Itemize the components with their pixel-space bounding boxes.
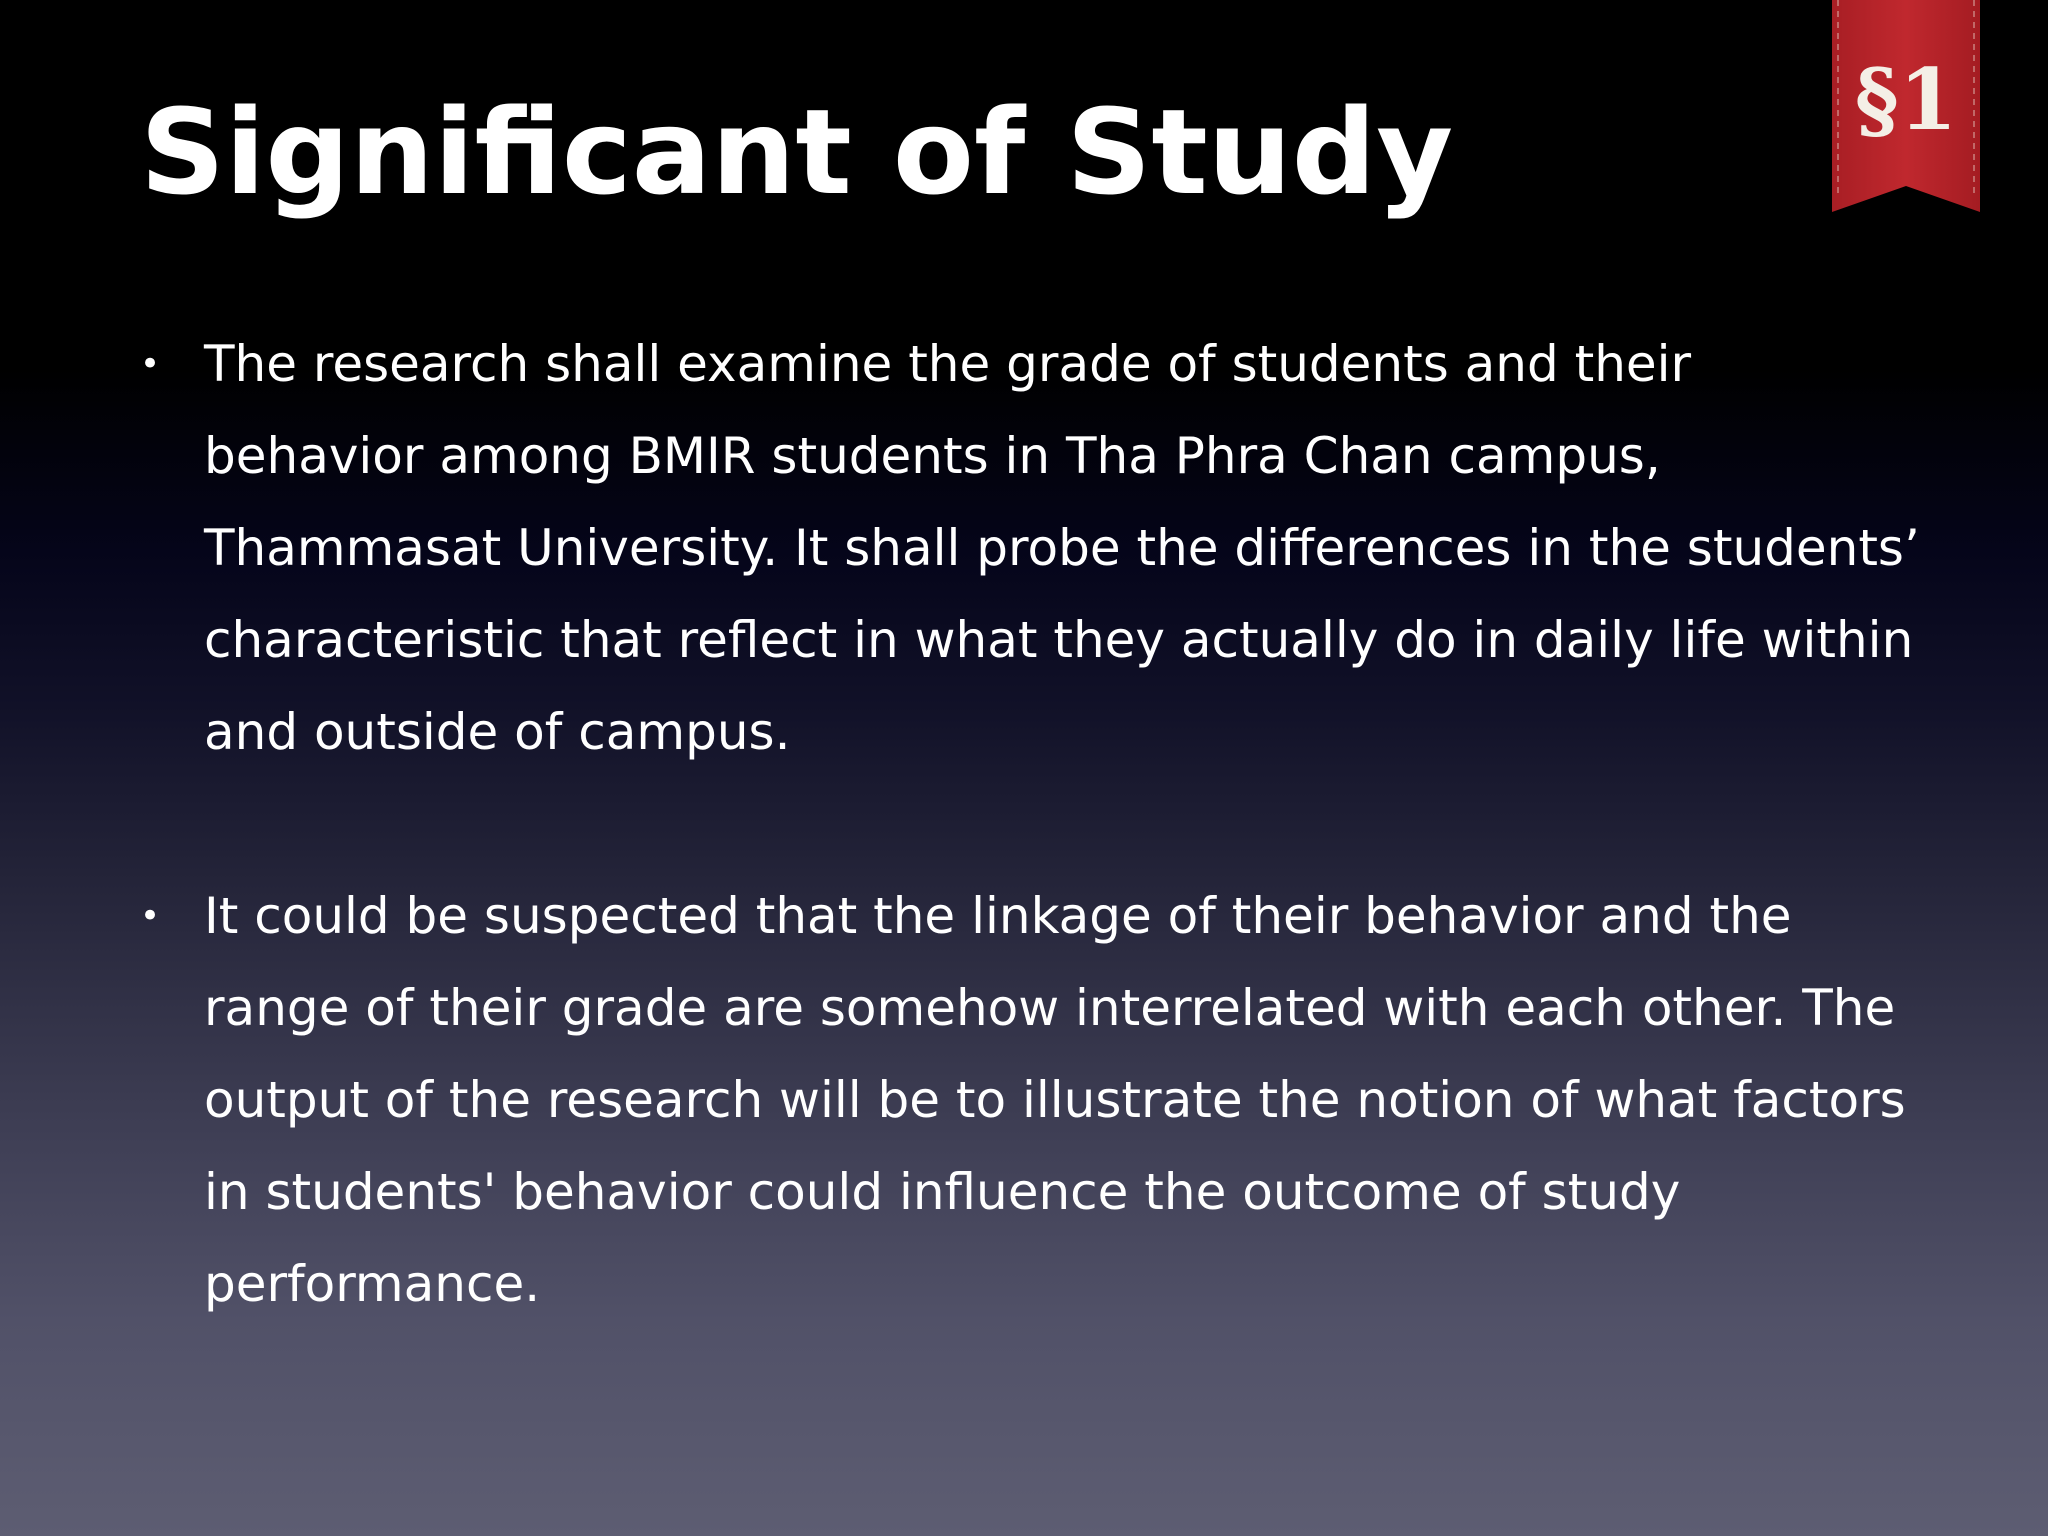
bullet-text: The research shall examine the grade of students and their behavior among BMIR students in Tha Phra Chan campus, Thammasat University. It shall probe the differences in the students’ characteristic that reflect in what they actually do in daily life within and outside of campus. — [204, 335, 1920, 761]
bullet-marker: • — [140, 896, 161, 936]
slide-title: Significant of Study — [140, 83, 1454, 221]
section-ribbon — [1832, 0, 1980, 212]
bullet-list — [140, 318, 1920, 1330]
bullet-item — [140, 318, 1920, 778]
section-number-label: §1 — [1854, 50, 1958, 149]
section-ribbon-icon — [1832, 0, 1980, 212]
bullet-text: It could be suspected that the linkage of their behavior and the range of their grade are somehow interrelated with each other. The output of the research will be to illustrate the notion of what factors in students' behavior could influence the outcome of study performance. — [204, 887, 1906, 1313]
bullet-marker: • — [140, 344, 161, 384]
bullet-item — [140, 870, 1920, 1330]
